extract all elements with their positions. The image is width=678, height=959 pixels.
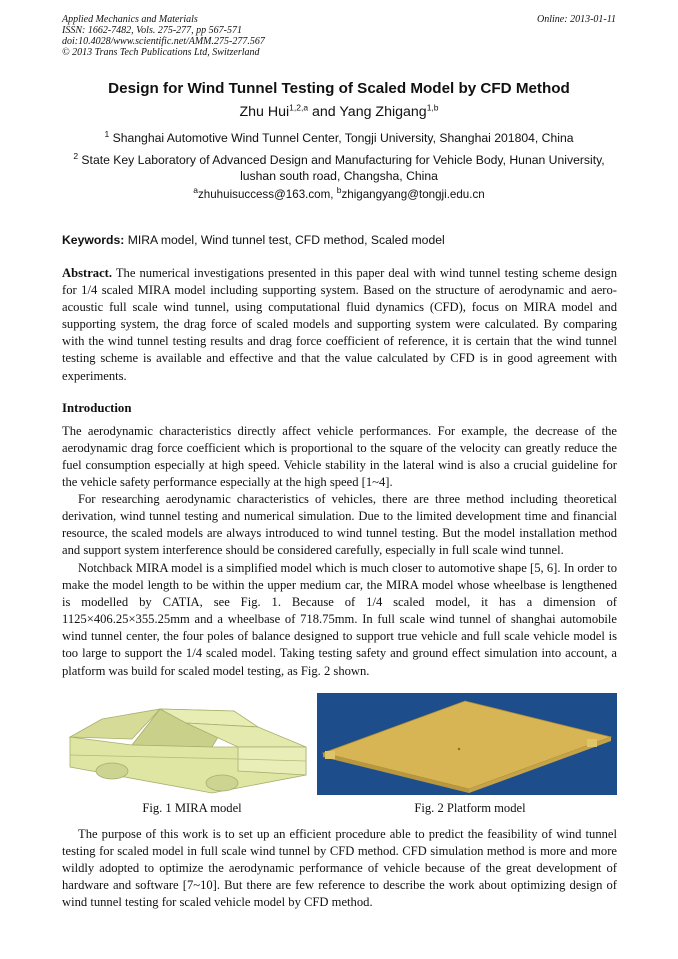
author-1-sup: 1,2,a: [289, 102, 309, 113]
affiliation-1: [62, 130, 616, 146]
email-1[interactable]: zhuhuisuccess@163.com,: [197, 188, 337, 201]
rear-wheel-arch: [96, 763, 128, 779]
paper-title: Design for Wind Tunnel Testing of Scaled Model by CFD Method: [108, 80, 570, 97]
email-2-sup: b: [336, 185, 342, 196]
copyright-line: © 2013 Trans Tech Publications Ltd, Switzerland: [62, 47, 260, 58]
doi-line: doi:10.4028/www.scientific.net/AMM.275-277.567: [62, 36, 265, 47]
platform-leg-1: [325, 751, 335, 759]
author-2-name: Yang Zhigang: [339, 104, 427, 120]
abstract: [62, 265, 617, 385]
platform-figure: [317, 693, 617, 795]
affiliation-1-sup: 1: [104, 128, 110, 139]
keywords-label: Keywords:: [62, 233, 125, 247]
intro-paragraph-1: The aerodynamic characteristics directly affect vehicle performances. For example, the decrease of the aerodynamic drag force coefficient which is proportional to the square of the velocity can greatly reduce the fuel consumption especially at high speed. Vehicle stability in the lateral wind is also a crucial guideline for the vehicle safety performance especially at the high speed [1~4].: [62, 424, 617, 490]
front-wheel-arch: [206, 775, 238, 791]
issn-line: ISSN: 1662-7482, Vols. 275-277, pp 567-571: [62, 25, 242, 36]
email-line: [0, 185, 678, 201]
affiliation-2: [62, 152, 616, 184]
online-date: Online: 2013-01-11: [537, 14, 616, 25]
affiliation-2-text: State Key Laboratory of Advanced Design and Manufacturing for Vehicle Body, Hunan University, lushan south road, Changsha, China: [78, 153, 605, 183]
affiliation-1-text: Shanghai Automotive Wind Tunnel Center, Tongji University, Shanghai 201804, China: [109, 131, 574, 145]
author-conjunction: and: [308, 104, 340, 120]
mira-car-figure: [62, 697, 312, 797]
introduction-heading: Introduction: [62, 401, 132, 415]
abstract-text: The numerical investigations presented in this paper deal with wind tunnel testing scheme design for 1/4 scaled MIRA model including supporting system. Based on the structure of aerodynamic and aero-acoustic full scale wind tunnel, using computational fluid dynamics (CFD), focus on MIRA model and supporting system, the drag force of scaled models and supporting system were calculated. By comparing with the wind tunnel testing results and drag force coefficient of reference, it is certain that the wind tunnel testing scheme is available and effective and that the value calculated by CFD is in good agreement with experiments.: [62, 266, 617, 383]
authors-line: [0, 104, 678, 120]
intro-paragraph-2: For researching aerodynamic characteristics of vehicles, there are three method including theoretical derivation, wind tunnel testing and numerical simulation. Due to the limited development time and financial resource, the scaled models are always introduced to wind tunnel testing. But the model installation method and support system interference should be considered carefully, especially in full scale wind tunnel.: [62, 492, 617, 558]
figure-1-caption: Fig. 1 MIRA model: [142, 801, 242, 815]
journal-name: Applied Mechanics and Materials: [62, 14, 198, 25]
platform-center-mark: [458, 748, 460, 750]
keywords: [62, 233, 445, 247]
email-2[interactable]: zhigangyang@tongji.edu.cn: [341, 188, 485, 201]
platform-leg-2: [587, 739, 597, 747]
figure-2-caption: Fig. 2 Platform model: [414, 801, 526, 815]
author-1-name: Zhu Hui: [239, 104, 290, 120]
email-1-sup: a: [193, 185, 198, 196]
intro-paragraph-3: Notchback MIRA model is a simplified model which is much closer to automotive shape [5, 6]. In order to make the model length to be within the upper medium car, the MIRA model whose wheelbase is lengthened is modelled by CATIA, see Fig. 1. Because of 1/4 scaled model, it has a dimension of 1125×406.25×355.25mm and a wheelbase of 718.75mm. In full scale wind tunnel of shanghai automobile wind tunnel center, the four poles of balance designed to support true vehicle and full scale vehicle model is too large to support the 1/4 scaled model. Taking testing safety and ground effect simulation into account, a platform was build for scaled model testing, as Fig. 2 shown.: [62, 561, 617, 678]
keywords-text: MIRA model, Wind tunnel test, CFD method, Scaled model: [124, 233, 445, 247]
intro-paragraph-4: The purpose of this work is to set up an efficient procedure able to predict the feasibility of wind tunnel testing for scaled model in full scale wind tunnel by CFD method. CFD simulation method is more and more wildly adopted to optimize the aerodynamic performance of vehicle because of the great development of hardware and software [7~10]. But there are few reference to describe the work about optimizing design of wind tunnel testing for scaled vehicle model by CFD method.: [62, 827, 617, 910]
affiliation-2-sup: 2: [73, 150, 79, 161]
journal-info: [62, 14, 616, 58]
journal-header: [62, 14, 616, 58]
abstract-label: Abstract.: [62, 266, 113, 280]
author-2-sup: 1,b: [426, 102, 439, 113]
